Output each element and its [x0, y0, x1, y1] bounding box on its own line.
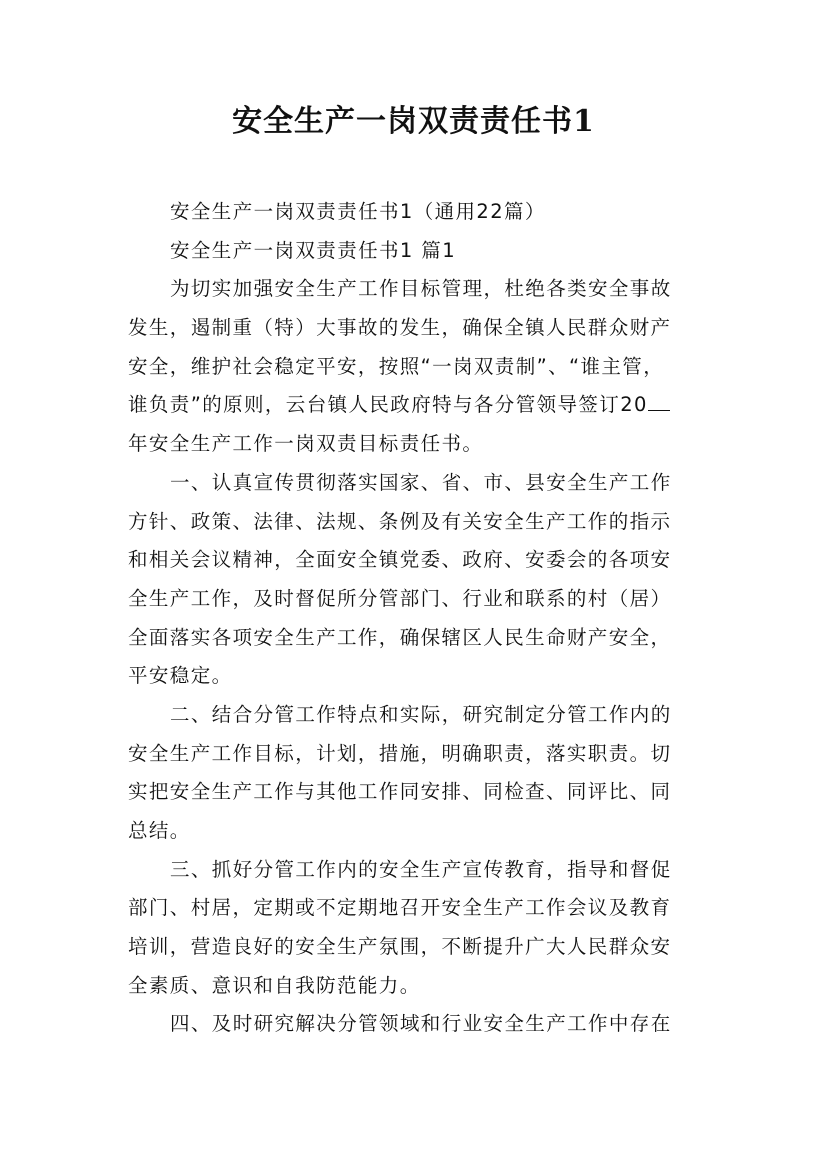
paragraph-line: 安全，维护社会稳定平安，按照“一岗双责制”、“谁主管，: [128, 354, 665, 378]
paragraph-line: 全生产工作，及时督促所分管部门、行业和联系的村（居）: [128, 586, 672, 610]
paragraph-line: 部门、村居，定期或不定期地召开安全生产工作会议及教育: [128, 896, 672, 920]
document-body: [128, 193, 706, 1044]
paragraph-line: 四、及时研究解决分管领域和行业安全生产工作中存在: [170, 1012, 672, 1036]
paragraph-line: 全素质、意识和自我防范能力。: [128, 973, 421, 997]
paragraph-line: 全面落实各项安全生产工作，确保辖区人民生命财产安全，: [128, 625, 672, 649]
paragraph-line: 三、抓好分管工作内的安全生产宣传教育，指导和督促: [170, 857, 672, 881]
paragraph-line: 年安全生产工作一岗双责目标责任书。: [128, 432, 484, 456]
subtitle-line: 安全生产一岗双责责任书1（通用22篇）: [170, 200, 546, 223]
paragraph-line: 和相关会议精神，全面安全镇党委、政府、安委会的各项安: [128, 548, 672, 572]
paragraph-line: 二、结合分管工作特点和实际，研究制定分管工作内的: [170, 702, 672, 726]
paragraph-line: 实把安全生产工作与其他工作同安排、同检查、同评比、同: [128, 780, 672, 804]
paragraph-line: 为切实加强安全生产工作目标管理，杜绝各类安全事故: [170, 277, 672, 301]
year-blank: [648, 392, 670, 411]
paragraph-line-text: 谁负责”的原则，云台镇人民政府特与各分管领导签订20: [128, 393, 648, 417]
section-heading: 安全生产一岗双责责任书1 篇1: [170, 238, 457, 262]
paragraph-line: 总结。: [128, 819, 191, 842]
paragraph-line: 安全生产工作目标，计划，措施，明确职责，落实职责。切: [128, 741, 672, 765]
paragraph-line: 培训，营造良好的安全生产氛围，不断提升广大人民群众安: [128, 935, 672, 959]
paragraph-line: 方针、政策、法律、法规、条例及有关安全生产工作的指示: [128, 509, 672, 533]
paragraph-line: 平安稳定。: [128, 664, 233, 688]
paragraph-line: 发生，遏制重（特）大事故的发生，确保全镇人民群众财产: [128, 316, 672, 340]
document-title: 安全生产一岗双责责任书1: [232, 104, 595, 139]
paragraph-line: 一、认真宣传贯彻落实国家、省、市、县安全生产工作: [170, 470, 672, 494]
paragraph-line: [128, 386, 706, 425]
